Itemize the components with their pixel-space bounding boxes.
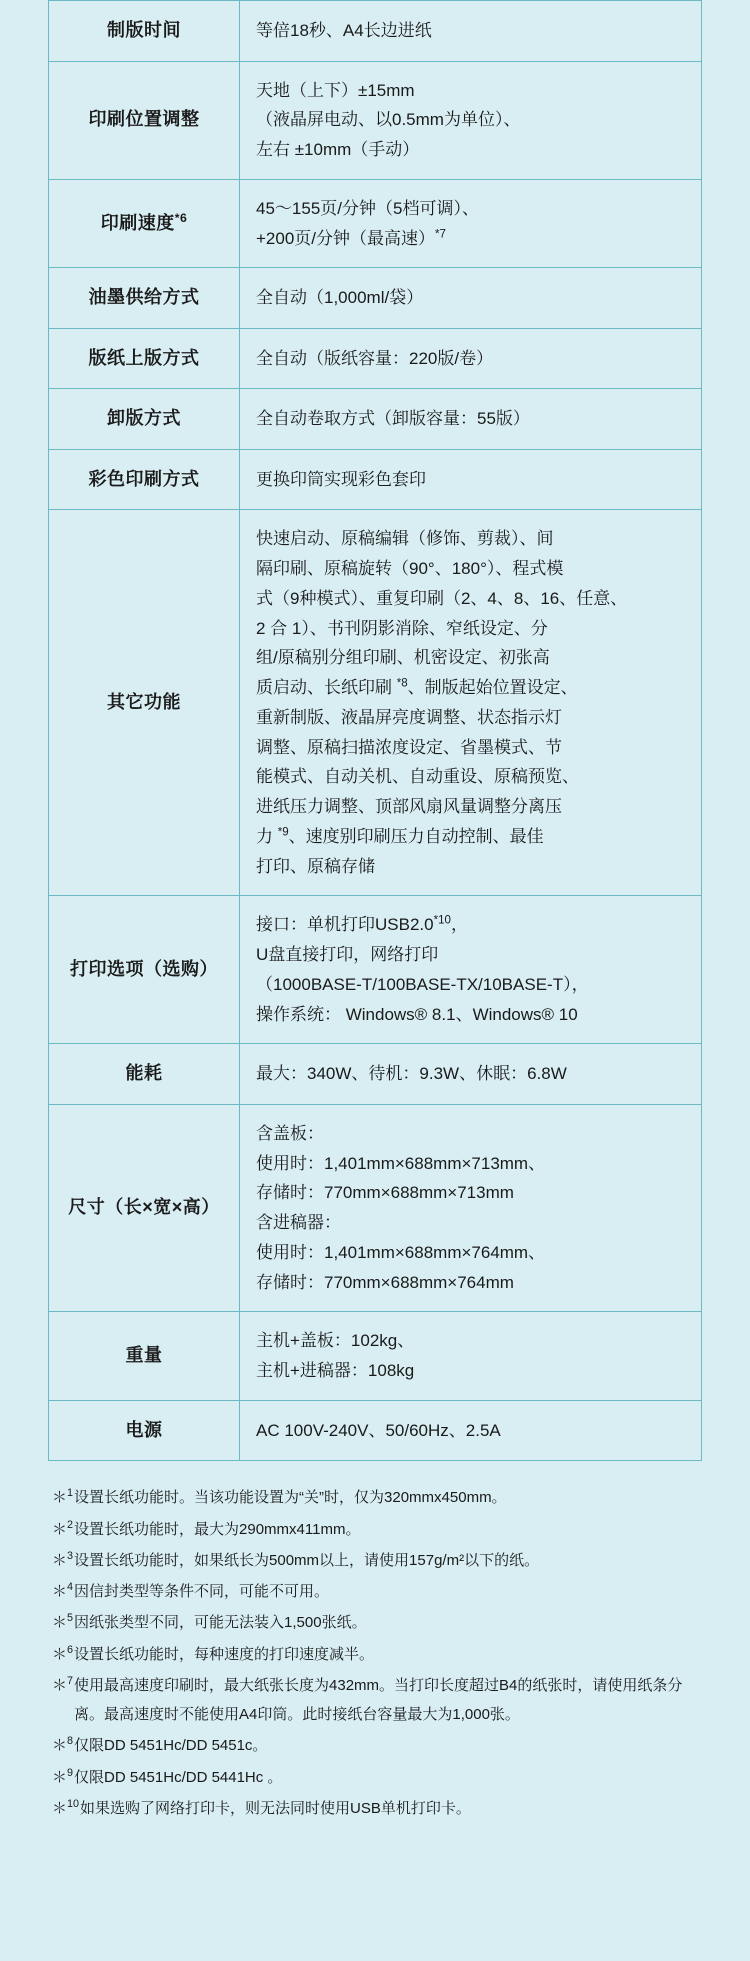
footnote-text: 如果选购了网络打印卡，则无法同时使用USB单机打印卡。 [80, 1799, 471, 1817]
spec-value: 接口：单机打印USB2.0$^{*10}$， U盘直接打印，网络打印 （1000BASE-T/100BASE-TX/10BASE-T）， 操作系统： Windows® 8.1、Windows® 10 [240, 896, 702, 1044]
table-row [49, 1, 702, 62]
spec-label: 版纸上版方式 [49, 328, 240, 389]
table-row [49, 179, 702, 268]
table-row [49, 1312, 702, 1401]
footnote-mark-number: 7 [67, 1674, 74, 1687]
footnote-mark-number: 5 [67, 1612, 74, 1625]
footnote-mark-prefix: ＊ [52, 1583, 68, 1600]
list-item [52, 1731, 698, 1760]
spec-value: 天地（上下）±15mm （液晶屏电动、以0.5mm为单位）、 左右 ±10mm（手动） [240, 61, 702, 179]
footnote-mark-number: 4 [67, 1581, 74, 1593]
spec-label: 印刷位置调整 [49, 61, 240, 179]
table-row [49, 1044, 702, 1105]
spec-label: 彩色印刷方式 [49, 449, 240, 510]
spec-value: 全自动（版纸容量：220版/卷） [240, 328, 702, 389]
footnote-text: 仅限DD 5451Hc/DD 5451c。 [74, 1737, 268, 1755]
footnote-mark-prefix: ＊ [52, 1645, 68, 1663]
list-item [52, 1608, 698, 1637]
footnote-text: 使用最高速度印刷时，最大纸张长度为432mm。当打印长度超过B4的纸张时，请使用纸条分离。最高速度时不能使用A4印筒。此时接纸台容量最大为1,000张。 [74, 1676, 683, 1723]
footnote-text: 设置长纸功能时，如果纸长为500mm以上，请使用157g/m²以下的纸。 [74, 1551, 540, 1569]
spec-value: 最大：340W、待机：9.3W、休眠：6.8W [240, 1044, 702, 1105]
spec-label: 卸版方式 [49, 389, 240, 450]
footnote-text: 因信封类型等条件不同，可能不可用。 [74, 1583, 330, 1600]
table-row [49, 61, 702, 179]
list-item [52, 1794, 698, 1823]
spec-value: 快速启动、原稿编辑（修饰、剪裁）、间 隔印刷、原稿旋转（90°、180°）、程式模 式（9种模式）、重复印刷（2、4、8、16、任意、 2 合 1）、书刊阴影消除、窄纸设定、分 组/原稿别分组印刷、机密设定、初张高 质启动、长纸印刷 $^{*8}$、制版起始位置设定、 重新制版、液晶屏亮度调整、状态指示灯 调整、原稿扫描浓度设定、省墨模式、节 能模式、自动关机、自动重设、原稿预览、 进纸压力调整、顶部风扇风量调整分离压 力 $^{*9}$、速度别印刷压力自动控制、最佳 打印、原稿存储 [240, 510, 702, 896]
spec-label: 其它功能 [49, 510, 240, 896]
spec-label: 制版时间 [49, 1, 240, 62]
spec-label: 印刷速度$^{*6}$ [49, 179, 240, 268]
footnote-mark [52, 1515, 74, 1544]
list-item [52, 1640, 698, 1669]
spec-label: 电源 [49, 1400, 240, 1461]
table-row [49, 1104, 702, 1312]
spec-value: 全自动卷取方式（卸版容量：55版） [240, 389, 702, 450]
footnote-mark [52, 1577, 74, 1606]
footnote-mark-number: 3 [67, 1549, 74, 1562]
footnote-text: 设置长纸功能时，每种速度的打印速度减半。 [74, 1645, 375, 1663]
spec-label: 尺寸（长×宽×高） [49, 1104, 240, 1312]
spec-label: 打印选项（选购） [49, 896, 240, 1044]
footnote-mark-number: 2 [67, 1518, 74, 1531]
specifications-table-body [49, 1, 702, 1461]
spec-value: AC 100V-240V、50/60Hz、2.5A [240, 1400, 702, 1461]
footnote-mark [52, 1546, 74, 1575]
spec-label: 能耗 [49, 1044, 240, 1105]
table-row [49, 449, 702, 510]
footnotes-list [48, 1461, 702, 1865]
footnote-mark-prefix: ＊ [52, 1799, 68, 1817]
table-row [49, 510, 702, 896]
list-item [52, 1483, 698, 1512]
table-row [49, 389, 702, 450]
footnote-mark-number: 10 [67, 1797, 80, 1810]
spec-value: 全自动（1,000ml/袋） [240, 268, 702, 329]
spec-label: 重量 [49, 1312, 240, 1401]
footnote-mark [52, 1608, 74, 1637]
spec-value: 主机+盖板：102kg、 主机+进稿器：108kg [240, 1312, 702, 1401]
footnote-mark [52, 1763, 74, 1792]
footnote-text: 因纸张类型不同，可能无法装入1,500张纸。 [74, 1614, 367, 1632]
specifications-table [48, 0, 702, 1461]
spec-value: 等倍18秒、A4长边进纸 [240, 1, 702, 62]
footnote-mark [52, 1671, 74, 1730]
spec-label: 油墨供给方式 [49, 268, 240, 329]
footnote-mark [52, 1731, 74, 1760]
footnote-mark-prefix: ＊ [52, 1489, 68, 1507]
footnote-mark-prefix: ＊ [52, 1551, 68, 1569]
list-item [52, 1763, 698, 1792]
footnote-mark-prefix: ＊ [52, 1768, 68, 1786]
table-row [49, 268, 702, 329]
list-item [52, 1577, 698, 1606]
table-row [49, 896, 702, 1044]
spec-value: 更换印筒实现彩色套印 [240, 449, 702, 510]
footnote-text: 仅限DD 5451Hc/DD 5441Hc 。 [74, 1768, 283, 1786]
table-row [49, 1400, 702, 1461]
list-item [52, 1671, 698, 1730]
spec-value: 45～155页/分钟（5档可调）、 +200页/分钟（最高速）$^{*7}$ [240, 179, 702, 268]
footnote-mark [52, 1483, 74, 1512]
footnote-mark-prefix: ＊ [52, 1614, 68, 1632]
footnote-mark-prefix: ＊ [52, 1676, 68, 1694]
footnote-text: 设置长纸功能时，最大为290mmx411mm。 [74, 1520, 361, 1538]
footnote-text: 设置长纸功能时。当该功能设置为“关”时，仅为320mmx450mm。 [74, 1489, 507, 1507]
footnote-mark [52, 1794, 80, 1823]
footnote-mark-number: 1 [67, 1487, 74, 1500]
footnote-mark-number: 9 [67, 1766, 74, 1779]
footnote-mark-number: 8 [67, 1735, 74, 1748]
footnote-mark-prefix: ＊ [52, 1520, 68, 1538]
footnote-mark-prefix: ＊ [52, 1737, 68, 1755]
spec-value: 含盖板： 使用时：1,401mm×688mm×713mm、 存储时：770mm×688mm×713mm 含进稿器： 使用时：1,401mm×688mm×764mm、 存储时：770mm×688mm×764mm [240, 1104, 702, 1312]
list-item [52, 1546, 698, 1575]
footnote-mark [52, 1640, 74, 1669]
table-row [49, 328, 702, 389]
footnote-mark-number: 6 [67, 1643, 74, 1656]
list-item [52, 1515, 698, 1544]
